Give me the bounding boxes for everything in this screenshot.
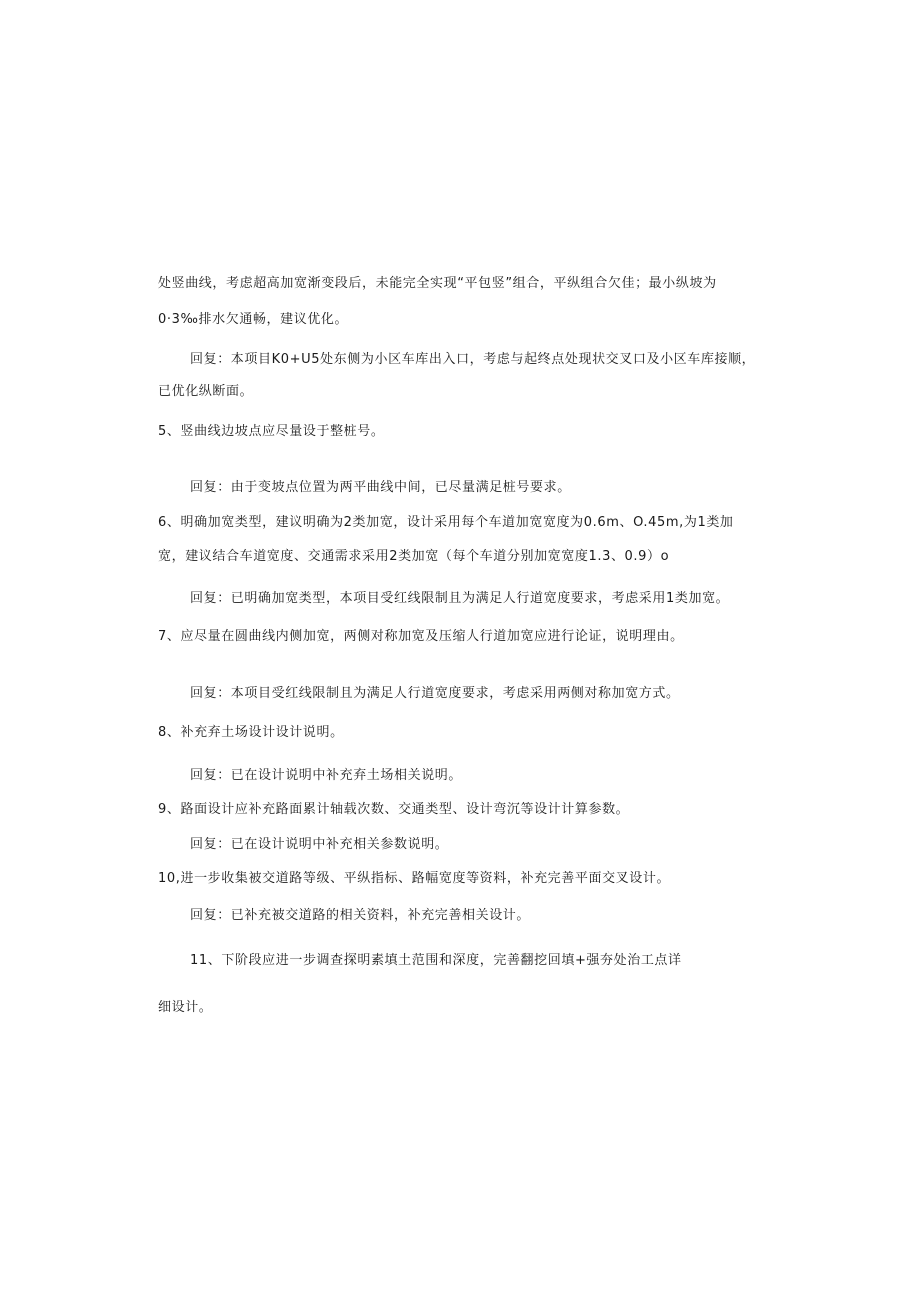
question-9: 9、路面设计应补充路面累计轴载次数、交通类型、设计弯沉等设计计算参数。 [158,802,630,817]
reply-line: 回复：本项目K0+U5处东侧为小区车库出入口，考虑与起终点处现状交叉口及小区车库接顺， [190,352,756,367]
reply-7: 回复：本项目受红线限制且为满足人行道宽度要求，考虑采用两侧对称加宽方式。 [190,686,680,701]
reply-6: 回复：已明确加宽类型，本项目受红线限制且为满足人行道宽度要求，考虑采用1类加宽。 [190,591,730,606]
question-5: 5、竖曲线边坡点应尽量设于整桩号。 [158,424,385,439]
reply-5: 回复：由于变坡点位置为两平曲线中间，已尽量满足桩号要求。 [190,480,571,495]
question-7: 7、应尽量在圆曲线内侧加宽，两侧对称加宽及压缩人行道加宽应进行论证，说明理由。 [158,629,684,644]
reply-line: 已优化纵断面。 [158,384,254,399]
question-11: 11、下阶段应进一步调查探明素填土范围和深度，完善翻挖回填+强夯处治工点详 [190,953,682,968]
question-10: 10,进一步收集被交道路等级、平纵指标、路幅宽度等资料，补充完善平面交叉设计。 [158,871,671,886]
question-11-cont: 细设计。 [158,1000,213,1015]
question-6: 6、明确加宽类型，建议明确为2类加宽，设计采用每个车道加宽宽度为0.6m、O.45m,为1类加 [158,515,734,530]
reply-10: 回复：已补充被交道路的相关资料，补充完善相关设计。 [190,908,531,923]
paragraph-line: 处竖曲线，考虑超高加宽渐变段后，未能完全实现“平包竖”组合，平纵组合欠佳；最小纵坡为 [158,276,717,291]
reply-8: 回复：已在设计说明中补充弃土场相关说明。 [190,768,463,783]
paragraph-line: 0·3‰排水欠通畅，建议优化。 [158,312,349,327]
question-8: 8、补充弃土场设计设计说明。 [158,725,344,740]
reply-9: 回复：已在设计说明中补充相关参数说明。 [190,837,449,852]
question-6-cont: 宽，建议结合车道宽度、交通需求采用2类加宽（每个车道分别加宽宽度1.3、0.9）o [158,549,670,564]
